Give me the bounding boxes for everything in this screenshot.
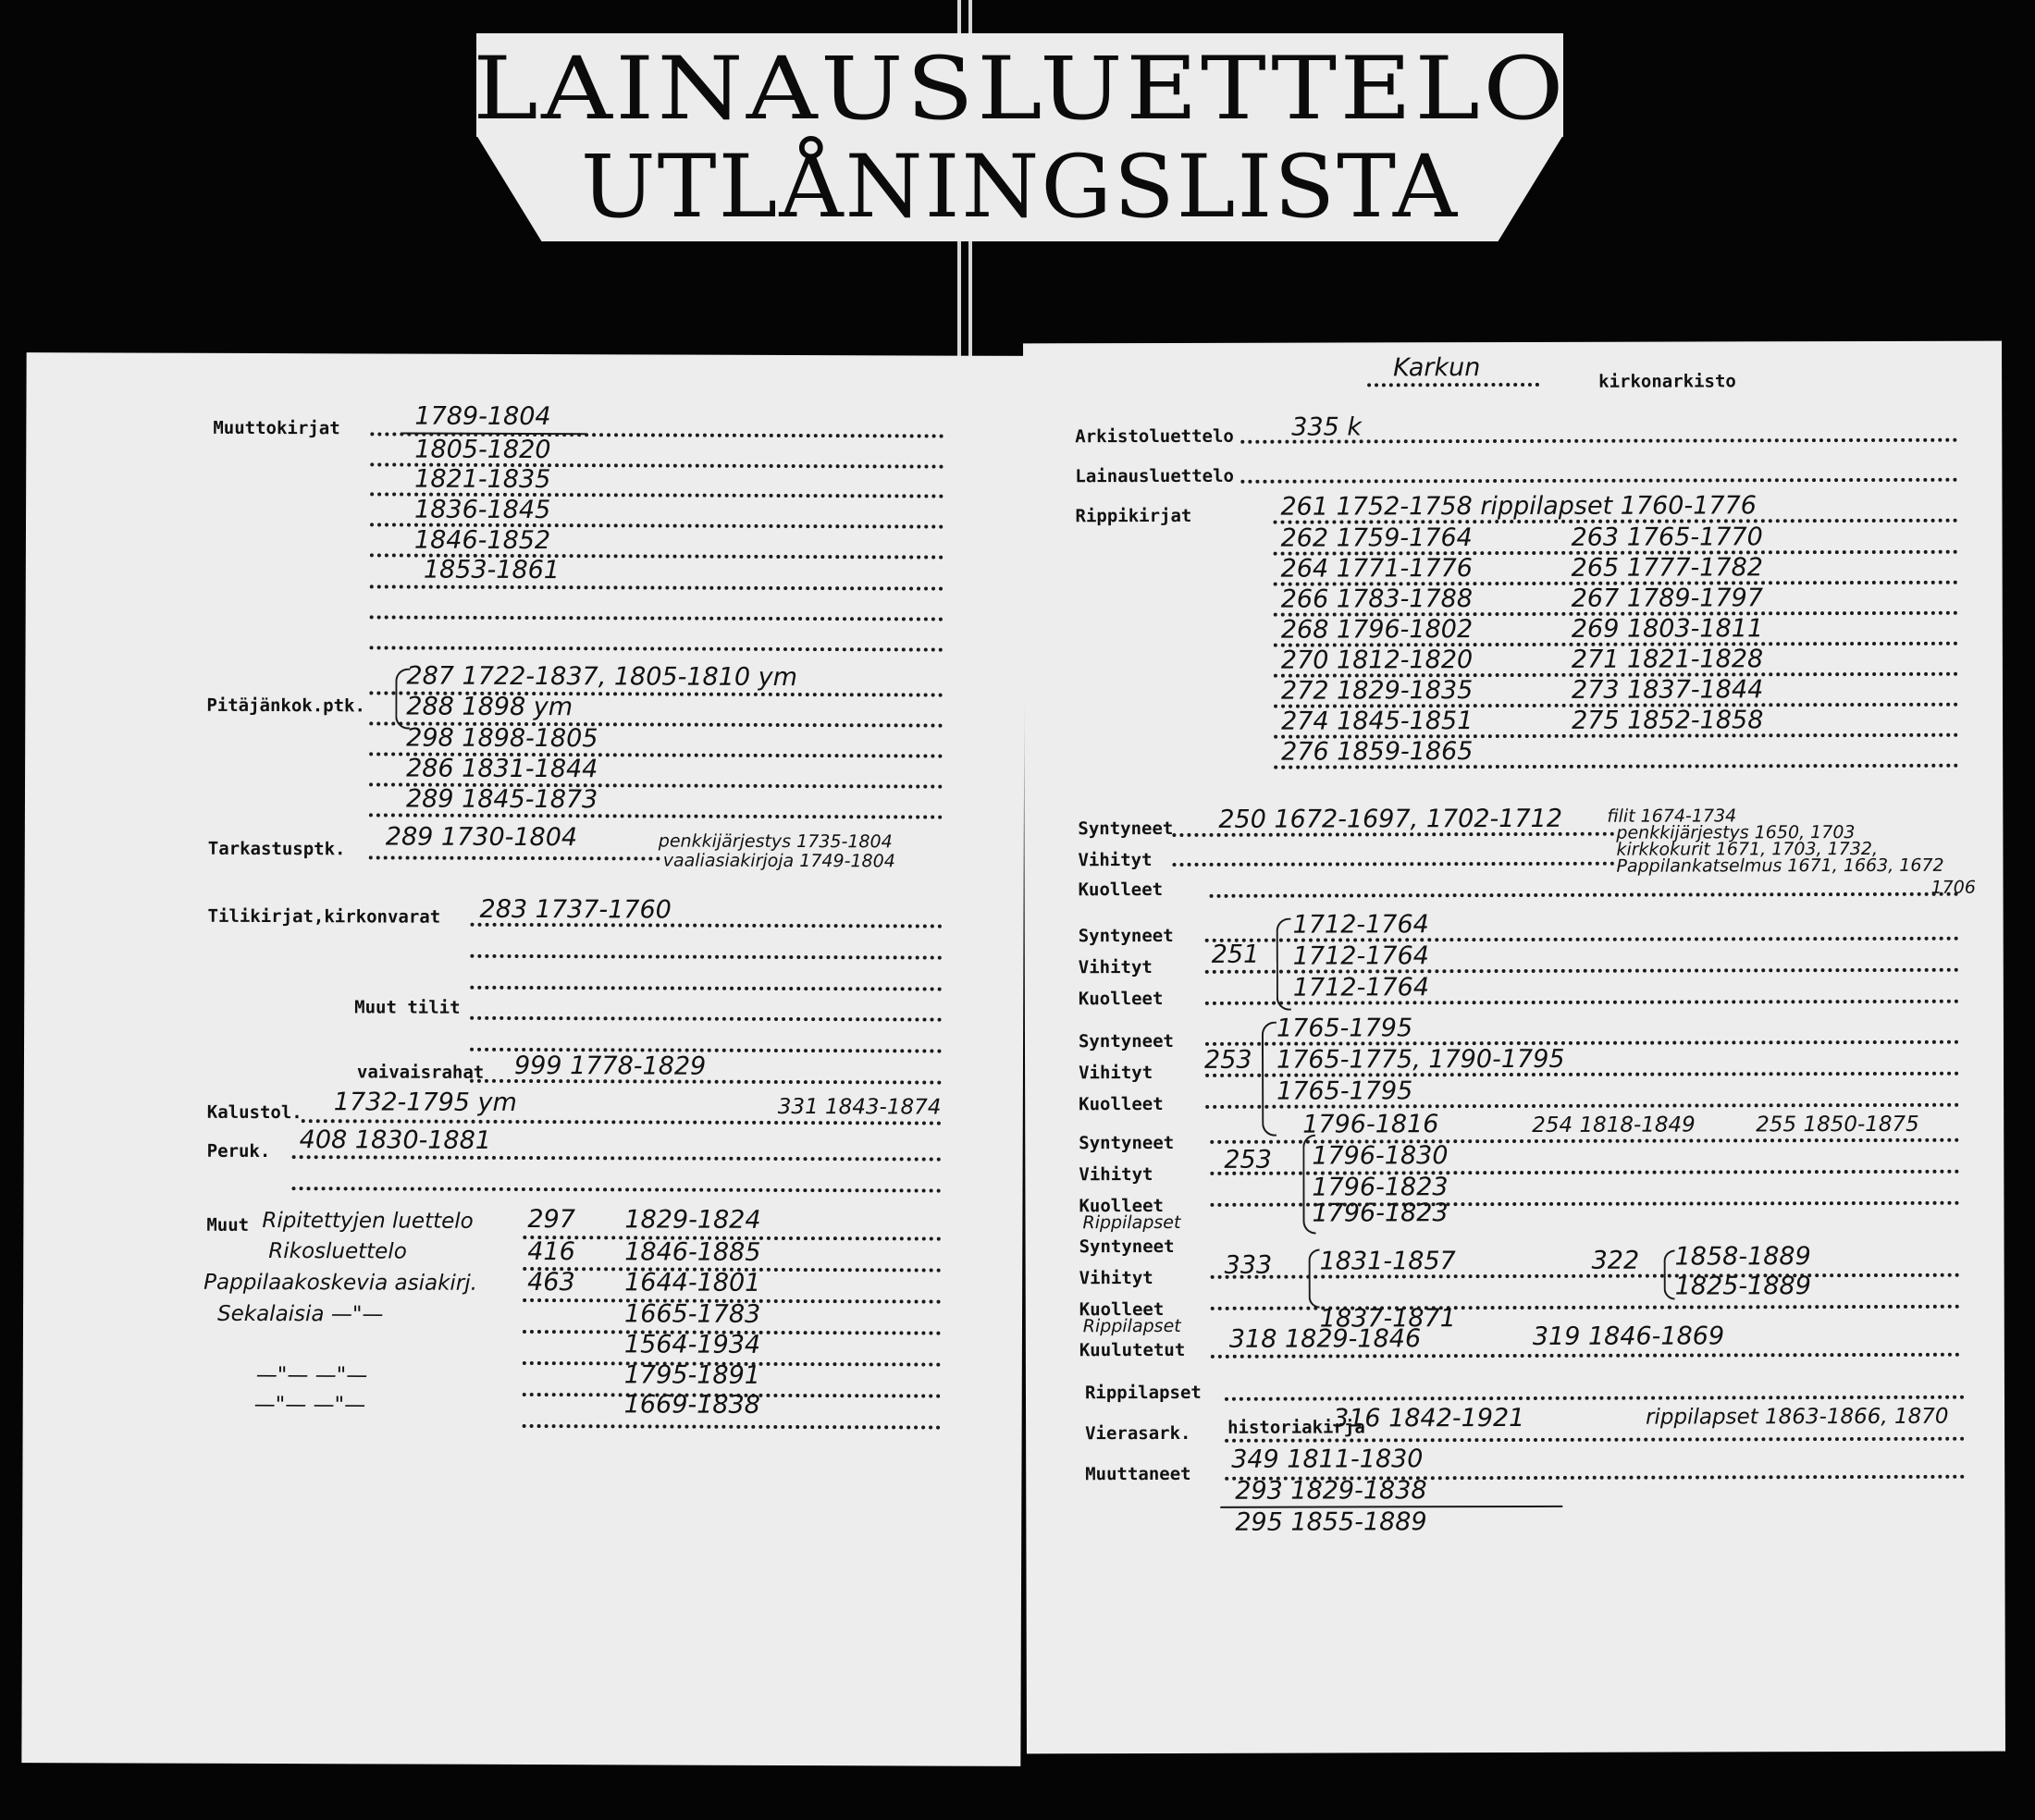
rippikirjat-entry: 276 1859-1865 xyxy=(1281,737,1474,767)
dotted-line xyxy=(1225,1396,1965,1401)
note: penkkijärjestys 1650, 1703 xyxy=(1616,822,1856,843)
note: filit 1674-1734 xyxy=(1607,805,1737,827)
block4-entry: 1796-1816 xyxy=(1302,1110,1439,1139)
dotted-line xyxy=(1172,832,1614,837)
perukirjat-entry: 408 1830-1881 xyxy=(299,1125,492,1155)
label-rippikirjat: Rippikirjat xyxy=(1075,505,1192,527)
kuulutetut-entry: 318 1829-1846 xyxy=(1228,1324,1422,1354)
muut-desc: Ripitettyjen luettelo xyxy=(262,1209,474,1234)
label-arkistoluettelo: Arkistoluettelo xyxy=(1075,425,1234,448)
dotted-line xyxy=(470,986,942,991)
block4-entry: 1796-1823 xyxy=(1312,1199,1449,1228)
label-syntyneet: Syntyneet xyxy=(1078,1030,1174,1052)
block3-entry: 1765-1795 xyxy=(1276,1014,1413,1043)
muut-years: 1846-1885 xyxy=(624,1237,761,1267)
block5-entry: 1825-1889 xyxy=(1674,1272,1811,1301)
block5-entry: 1831-1857 xyxy=(1319,1247,1456,1276)
block5-entry: 1858-1889 xyxy=(1674,1242,1811,1272)
muut-desc: —"— —"— xyxy=(255,1362,368,1388)
block5-vol2: 322 xyxy=(1591,1246,1640,1275)
dotted-line xyxy=(1240,438,1957,444)
label-kuolleet: Kuolleet xyxy=(1078,988,1164,1010)
rippikirjat-entry: 270 1812-1820 xyxy=(1280,646,1474,675)
block2-entry: 1712-1764 xyxy=(1292,973,1430,1002)
muut-desc: —"— —"— xyxy=(253,1392,366,1418)
rippikirjat-entry: 274 1845-1851 xyxy=(1281,707,1474,736)
parish-name: Karkun xyxy=(1393,353,1481,383)
label-vierasark: Vierasark. xyxy=(1085,1422,1191,1445)
pitajankok-entry: 288 1898 ym xyxy=(406,692,574,722)
muut-years: 1829-1824 xyxy=(624,1205,761,1235)
label-muuttaneet: Muuttaneet xyxy=(1085,1463,1191,1485)
dotted-line xyxy=(1211,1353,1960,1359)
label-muuttokirjat: Muuttokirjat xyxy=(213,417,340,439)
block3-entry: 1765-1795 xyxy=(1276,1076,1413,1106)
rippikirjat-entry: 266 1783-1788 xyxy=(1280,584,1474,614)
muut-years: 1669-1838 xyxy=(623,1390,760,1420)
label-perukirjat: Peruk. xyxy=(206,1140,271,1162)
block4-entry: 1796-1830 xyxy=(1312,1141,1449,1171)
tarkastus-entry: 289 1730-1804 xyxy=(385,822,578,853)
rippikirjat-entry: 265 1777-1782 xyxy=(1571,553,1763,583)
block2-entry: 1712-1764 xyxy=(1292,910,1429,940)
left-page xyxy=(21,352,1025,1766)
muut-desc: Rikosluettelo xyxy=(268,1239,407,1264)
dotted-line xyxy=(1172,862,1614,867)
dotted-line xyxy=(1210,892,1959,898)
rippikirjat-entry: 261 1752-1758 rippilapset 1760-1776 xyxy=(1280,491,1757,522)
block2-entry: 1712-1764 xyxy=(1292,941,1429,971)
rippikirjat-entry: 271 1821-1828 xyxy=(1571,645,1764,674)
header-banner xyxy=(473,33,1567,241)
dotted-line xyxy=(1367,383,1539,387)
dotted-line xyxy=(1225,1437,1965,1443)
dotted-line xyxy=(292,1155,942,1161)
kalustol-entry: 1732-1795 ym xyxy=(333,1088,517,1117)
arkistoluettelo-entry: 335 k xyxy=(1291,412,1363,442)
dotted-line xyxy=(471,923,943,928)
dotted-line xyxy=(523,1424,941,1430)
rippikirjat-entry: 267 1789-1797 xyxy=(1571,584,1764,613)
block5-vol: 333 xyxy=(1224,1250,1273,1280)
note: Pappilankatselmus 1671, 1663, 1672 xyxy=(1616,855,1944,877)
pitajankok-entry: 298 1898-1805 xyxy=(406,723,598,754)
label-kuolleet: Kuolleet xyxy=(1079,1195,1164,1217)
dotted-line xyxy=(369,813,943,818)
label-rippilapset: Rippilapset xyxy=(1084,1382,1202,1404)
muuttokirjat-entry: 1789-1804 xyxy=(414,401,551,432)
rippikirjat-entry: 275 1852-1858 xyxy=(1572,706,1764,735)
pitajankok-entry: 287 1722-1837, 1805-1810 ym xyxy=(406,661,797,693)
muut-desc: Pappilaakoskevia asiakirj. xyxy=(204,1270,478,1296)
dotted-line xyxy=(1274,764,1958,769)
label-vihityt: Vihityt xyxy=(1079,1268,1153,1289)
muut-years: 1644-1801 xyxy=(624,1268,761,1297)
pitajankok-entry: 286 1831-1844 xyxy=(406,754,598,784)
muut-vol: 297 xyxy=(527,1205,575,1235)
label-muut: Muut xyxy=(206,1214,250,1236)
muut-years: 1795-1891 xyxy=(623,1360,761,1390)
label-kalustol: Kalustol. xyxy=(206,1101,302,1124)
label-syntyneet: Syntyneet xyxy=(1078,925,1174,947)
note: 1706 xyxy=(1930,877,1976,898)
kalustol-entry-2: 331 1843-1874 xyxy=(777,1094,942,1120)
dotted-line xyxy=(1211,1273,1960,1279)
dotted-line xyxy=(470,1079,942,1085)
label-rippilapset-note: Rippilapset xyxy=(1082,1211,1181,1234)
label-syntyneet: Syntyneet xyxy=(1078,818,1174,840)
muuttokirjat-entry: 1836-1845 xyxy=(414,495,551,525)
dotted-line xyxy=(470,1016,942,1022)
vaivaisrahat-entry: 999 1778-1829 xyxy=(513,1051,707,1081)
muut-vol: 463 xyxy=(527,1268,575,1297)
label-tilikirjat: Tilikirjat,kirkonvarat xyxy=(207,905,441,928)
label-muut-tilit: Muut tilit xyxy=(354,997,461,1018)
label-syntyneet: Syntyneet xyxy=(1079,1236,1175,1258)
dotted-line xyxy=(369,855,660,860)
dotted-line xyxy=(1205,1103,1959,1109)
block4-entry: 1796-1823 xyxy=(1312,1173,1449,1202)
rippikirjat-entry: 264 1771-1776 xyxy=(1280,554,1473,584)
muuttokirjat-entry: 1846-1852 xyxy=(413,525,551,556)
label-pitajankok: Pitäjänkok.ptk. xyxy=(206,695,365,717)
label-kuolleet: Kuolleet xyxy=(1079,1298,1165,1321)
title-swedish: UTLÅNINGSLISTA xyxy=(580,137,1460,238)
rippikirjat-entry: 269 1803-1811 xyxy=(1571,614,1764,644)
muuttaneet-entry: 293 1829-1838 xyxy=(1235,1476,1427,1506)
rippikirjat-entry: 273 1837-1844 xyxy=(1571,675,1764,705)
label-lainausluettelo: Lainausluettelo xyxy=(1075,465,1235,487)
muut-vol: 416 xyxy=(527,1237,575,1267)
label-kuulutetut: Kuulutetut xyxy=(1079,1339,1186,1361)
dotted-line xyxy=(302,1119,942,1125)
brace xyxy=(1262,1022,1276,1137)
block2-vol: 251 xyxy=(1211,940,1260,969)
muuttokirjat-entry: 1821-1835 xyxy=(414,464,551,495)
label-syntyneet: Syntyneet xyxy=(1079,1132,1175,1154)
tarkastus-note: penkkijärjestys 1735-1804 xyxy=(658,830,893,853)
rippikirjat-entry: 268 1796-1802 xyxy=(1280,615,1474,645)
tarkastus-note: vaaliasiakirjoja 1749-1804 xyxy=(662,850,895,872)
pitajankok-entry: 289 1845-1873 xyxy=(405,784,598,815)
block3-vol: 253 xyxy=(1203,1045,1252,1075)
muuttaneet-entry: 349 1811-1830 xyxy=(1231,1445,1424,1474)
dotted-line xyxy=(1240,478,1957,484)
dotted-line xyxy=(292,1187,942,1192)
label-kuolleet: Kuolleet xyxy=(1078,879,1164,901)
block4-vol: 253 xyxy=(1224,1145,1272,1174)
vierasark-note: rippilapset 1863-1866, 1870 xyxy=(1646,1404,1949,1430)
rippikirjat-entry: 272 1829-1835 xyxy=(1280,676,1474,706)
vierasark-entry: 316 1842-1921 xyxy=(1333,1403,1525,1433)
muut-desc: Sekalaisia —"— xyxy=(216,1301,384,1327)
label-vihityt: Vihityt xyxy=(1079,1164,1153,1186)
muuttaneet-entry: 295 1855-1889 xyxy=(1235,1507,1427,1537)
label-vihityt: Vihityt xyxy=(1078,850,1153,871)
note: kirkkokurit 1671, 1703, 1732, xyxy=(1616,838,1879,860)
muuttokirjat-entry: 1853-1861 xyxy=(423,555,561,585)
label-kuolleet: Kuolleet xyxy=(1079,1093,1164,1115)
brace xyxy=(1276,918,1291,1011)
label-tarkastus: Tarkastusptk. xyxy=(207,838,346,860)
title-finnish: LAINAUSLUETTELO xyxy=(473,39,1567,140)
label-vihityt: Vihityt xyxy=(1078,957,1153,978)
rippikirjat-entry: 262 1759-1764 xyxy=(1280,523,1473,553)
rippikirjat-entry: 263 1765-1770 xyxy=(1571,523,1763,552)
muut-years: 1564-1934 xyxy=(623,1330,761,1359)
right-page xyxy=(1023,341,2005,1754)
dotted-line xyxy=(370,615,944,621)
label-historiakirja: historiakirja xyxy=(1227,1417,1365,1438)
archive-suffix: kirkonarkisto xyxy=(1598,371,1736,392)
block5-entry: 1837-1871 xyxy=(1319,1304,1456,1334)
muuttokirjat-entry: 1805-1820 xyxy=(414,435,551,465)
block3-entry: 1765-1775, 1790-1795 xyxy=(1276,1044,1565,1075)
tilikirjat-entry: 283 1737-1760 xyxy=(479,894,672,925)
label-vihityt: Vihityt xyxy=(1079,1063,1153,1084)
dotted-line xyxy=(470,954,942,960)
syntyneet-entry: 250 1672-1697, 1702-1712 xyxy=(1218,804,1563,834)
block4-extra: 255 1850-1875 xyxy=(1756,1112,1919,1138)
dotted-line xyxy=(370,646,944,651)
label-rippilapset-note: Rippilapset xyxy=(1082,1315,1181,1337)
dotted-line xyxy=(1205,1000,1959,1005)
kuulutetut-entry-2: 319 1846-1869 xyxy=(1532,1322,1725,1351)
muut-years: 1665-1783 xyxy=(623,1299,761,1329)
block4-extra: 254 1818-1849 xyxy=(1532,1113,1696,1138)
label-vaivaisrahat: vaivaisrahat xyxy=(356,1062,485,1083)
dotted-line xyxy=(370,584,944,590)
